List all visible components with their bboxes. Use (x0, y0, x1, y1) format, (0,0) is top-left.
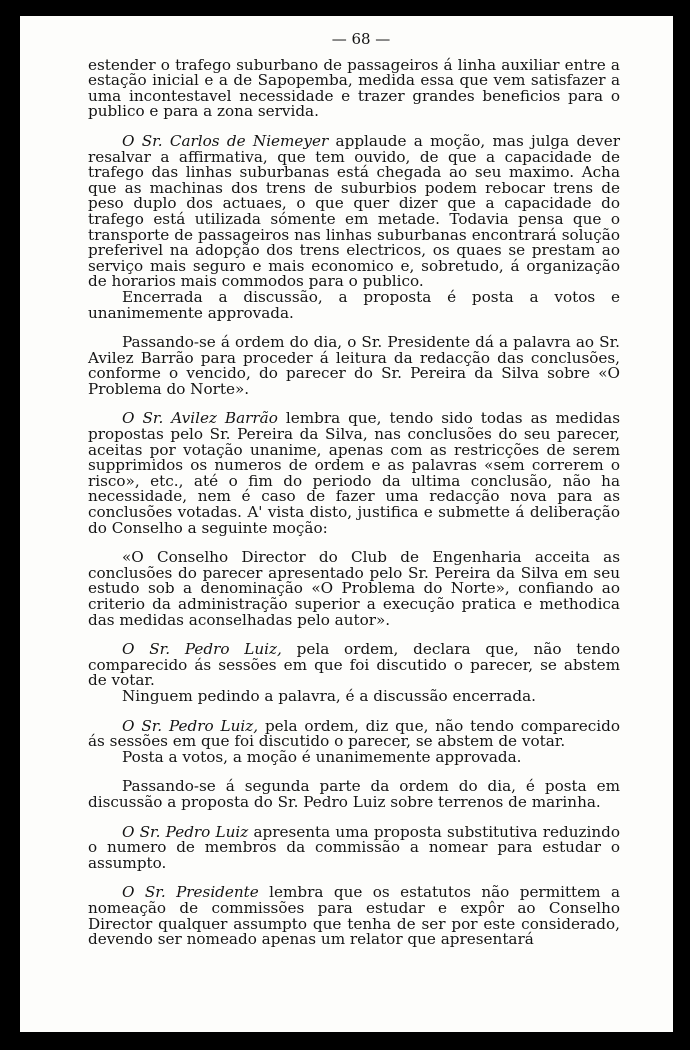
speaker-name: O Sr. Pedro Luiz, (122, 640, 282, 659)
paragraph-body: lembra que, tendo sido todas as medidas propostas pelo Sr. Pereira da Silva, nas conclusões do seu parecer, aceitas por votação unanime, apenas com as restricções de serem supprimidos os numeros de ordem e as palavras «sem correrem o risco», etc., até o fim do periodo da ultima conclusão, não ha necessidade, nem é caso de fazer uma redacção nova para as conclusões votadas. A' vista disto, justifica e submette á deliberação do Conselho a seguinte moção: (88, 409, 621, 537)
speaker-name: O Sr. Avilez Barrão (122, 409, 278, 428)
paragraph-pedro-luiz-2 (88, 716, 620, 751)
page-text (88, 32, 620, 948)
speaker-name: O Sr. Presidente (122, 883, 259, 902)
paragraph-pedro-luiz-3 (88, 822, 620, 872)
speaker-name: O Sr. Pedro Luiz, (122, 716, 259, 735)
paragraph-ordem-do-dia: Passando-se á ordem do dia, o Sr. Presidente dá a palavra ao Sr. Avilez Barrão para proceder á leitura da redacção das conclusões, conforme o vencido, do parecer do Sr. Pereira da Silva sobre «O Problema do Norte». (88, 333, 620, 398)
paragraph-segunda-parte: Passando-se á segunda parte da ordem do dia, é posta em discussão a proposta do Sr. Pedro Luiz sobre terrenos de marinha. (88, 777, 620, 811)
paragraph-avilez (88, 411, 620, 536)
document-page (20, 16, 673, 1032)
paragraph-body: apresenta uma proposta substitutiva reduzindo o numero de membros da commissão a nomear para estudar o assumpto. (88, 822, 620, 872)
paragraph-body: pela ordem, diz que, não tendo comparecido ás sessões em que foi discutido o parecer, se abstem de votar. (88, 716, 620, 751)
paragraph-body: pela ordem, declara que, não tendo comparecido ás sessões em que foi discutido o parecer, se abstem de votar. (88, 640, 620, 690)
paragraph-encerrada: Encerrada a discussão, a proposta é posta a votos e unanimemente approvada. (88, 287, 620, 322)
paragraph-votos: Posta a votos, a moção é unanimemente approvada. (122, 747, 522, 766)
speaker-name: O Sr. Carlos de Niemeyer (122, 131, 329, 150)
speaker-name: O Sr. Pedro Luiz (122, 822, 249, 841)
paragraph-body: applaude a moção, mas julga dever resalvar a affirmativa, que tem ouvido, de que a capacidade de trafego das linhas suburbanas está chegada ao seu maximo. Acha que as machinas dos trens de suburbios podem rebocar trens de peso duplo dos actuaes, o que quer dizer que a capacidade do trafego está utilizada sómente em metade. Todavia pensa que o transporte de passageiros nas linhas suburbanas encontrará solução preferivel na adopção dos trens electricos, os quaes se prestam ao serviço mais seguro e mais economico e, sobretudo, á organização de horarios mais commodos para o publico. (88, 131, 620, 291)
page-number: — 68 — (331, 30, 391, 48)
paragraph-mocao: «O Conselho Director do Club de Engenharia acceita as conclusões do parecer apresentado pelo Sr. Pereira da Silva em seu estudo sob a denominação «O Problema do Norte», confiando ao criterio da administração superior a execução pratica e methodica das medidas aconselhadas pelo autor». (88, 548, 620, 629)
paragraph-continuation: estender o trafego suburbano de passageiros á linha auxiliar entre a estação inicial e a de Sapopemba, medida essa que vem satisfazer a uma incontestavel necessidade e trazer grandes beneficios para o publico e para a zona servida. (88, 55, 620, 121)
paragraph-pedro-luiz-1 (88, 642, 620, 689)
paragraph-body: lembra que os estatutos não permittem a nomeação de commissões para estudar e expôr ao Conselho Director qualquer assumpto que tenha de ser por este considerado, devendo ser nomeado apenas um relator que apresentará (88, 883, 620, 949)
paragraph-niemeyer (88, 131, 620, 291)
paragraph-ninguem: Ninguem pedindo a palavra, é a discussão encerrada. (122, 686, 536, 705)
paragraph-presidente (88, 885, 620, 947)
